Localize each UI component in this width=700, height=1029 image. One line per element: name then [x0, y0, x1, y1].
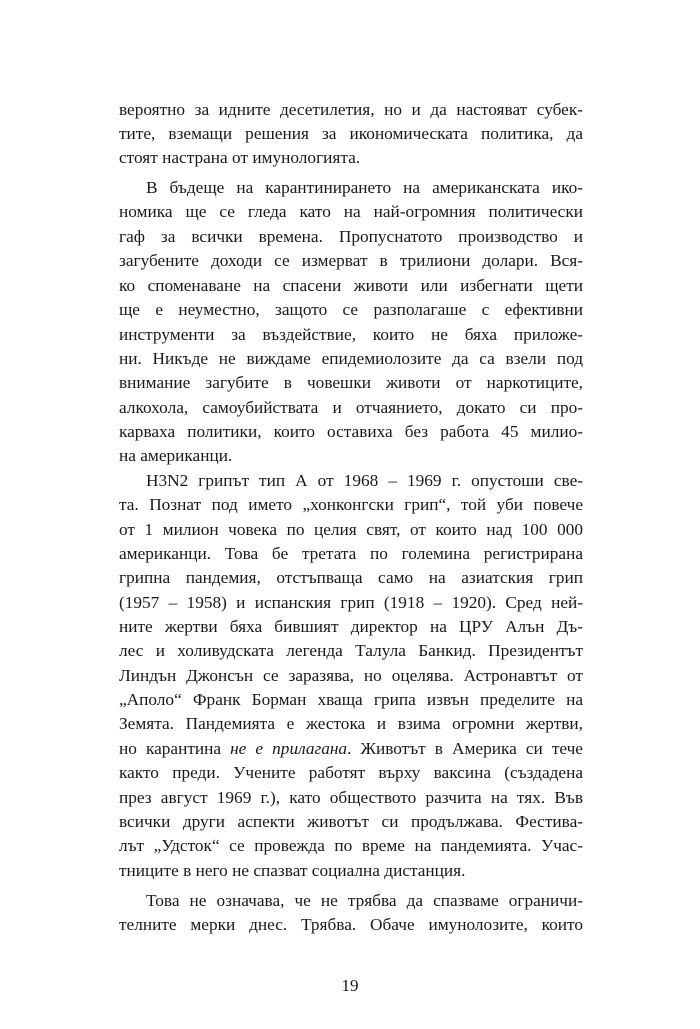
text-line: лес и холивудската легенда Талула Банкид. Президентът	[119, 641, 583, 660]
page-number: 19	[341, 976, 359, 995]
text-line: номика ще се гледа като на най-огромния политически	[119, 202, 583, 221]
text-line: тниците в него не спазват социална дистанция.	[119, 861, 466, 880]
text-line: грипна пандемия, отстъпваща само на азиатския грип	[119, 568, 583, 587]
text-line: на американци.	[119, 446, 233, 465]
text-line: вероятно за идните десетилетия, но и да настояват субек-	[119, 100, 583, 119]
text-line: американци. Това бе третата по големина регистрирана	[119, 544, 583, 563]
text-line: В бъдеще на карантинирането на американската ико-	[146, 178, 583, 197]
text-line: та. Познат под името „хонконгски грип“, той уби повече	[119, 495, 583, 514]
text-line: ните жертви бяха бившият директор на ЦРУ Алън Дъ-	[119, 617, 583, 636]
text-line: стоят настрана от имунологията.	[119, 148, 361, 167]
text-line	[119, 738, 583, 760]
text-line: лът „Удсток“ се провежда по време на пандемията. Учас-	[119, 836, 583, 855]
text-line: ко споменаване на спасени животи или избегнати щети	[119, 276, 583, 295]
text-line: всички други аспекти животът си продължава. Фестива-	[119, 812, 583, 831]
text-line: (1957 – 1958) и испанския грип (1918 – 1920). Сред ней-	[119, 593, 583, 612]
text-line: H3N2 грипът тип А от 1968 – 1969 г. опустоши све-	[146, 471, 583, 490]
text-line: загубените доходи се измерват в трилиони долари. Вся-	[119, 251, 583, 270]
text-line: телните мерки днес. Трябва. Обаче имунолозите, които	[119, 915, 583, 934]
text-line: гаф за всички времена. Пропуснатото производство и	[119, 227, 583, 246]
text-line: Земята. Пандемията е жестока и взима огромни жертви,	[119, 714, 583, 733]
text-line: Това не означава, че не трябва да спазваме ограничи-	[146, 891, 583, 910]
text-line: карваха политики, които оставиха без работа 45 милио-	[119, 422, 583, 441]
text-span: . Животът в Америка си тече	[347, 739, 583, 758]
text-line: тите, вземащи решения за икономическата политика, да	[119, 124, 583, 143]
text-line: през август 1969 г.), като обществото разчита на тях. Във	[119, 788, 583, 807]
text-line: „Аполо“ Франк Борман хваща грипа извън пределите на	[119, 690, 583, 709]
text-line: Линдън Джонсън се заразява, но оцелява. Астронавтът от	[119, 666, 583, 685]
text-line: алкохола, самоубийствата и отчаянието, докато си про-	[119, 398, 583, 417]
italic-emphasis: не е прилагана	[230, 739, 348, 758]
text-line: ще е неуместно, защото се разполагаше с ефективни	[119, 300, 583, 319]
text-line: както преди. Учените работят върху ваксина (създадена	[119, 763, 583, 782]
text-line: внимание загубите в човешки животи от наркотиците,	[119, 373, 583, 392]
text-line: инструменти за въздействие, които не бяха приложе-	[119, 325, 583, 344]
text-line: ни. Никъде не виждаме епидемиолозите да са взели под	[119, 349, 583, 368]
text-span: но карантина	[119, 739, 231, 758]
text-line: от 1 милион човека по целия свят, от които над 100 000	[119, 520, 583, 539]
